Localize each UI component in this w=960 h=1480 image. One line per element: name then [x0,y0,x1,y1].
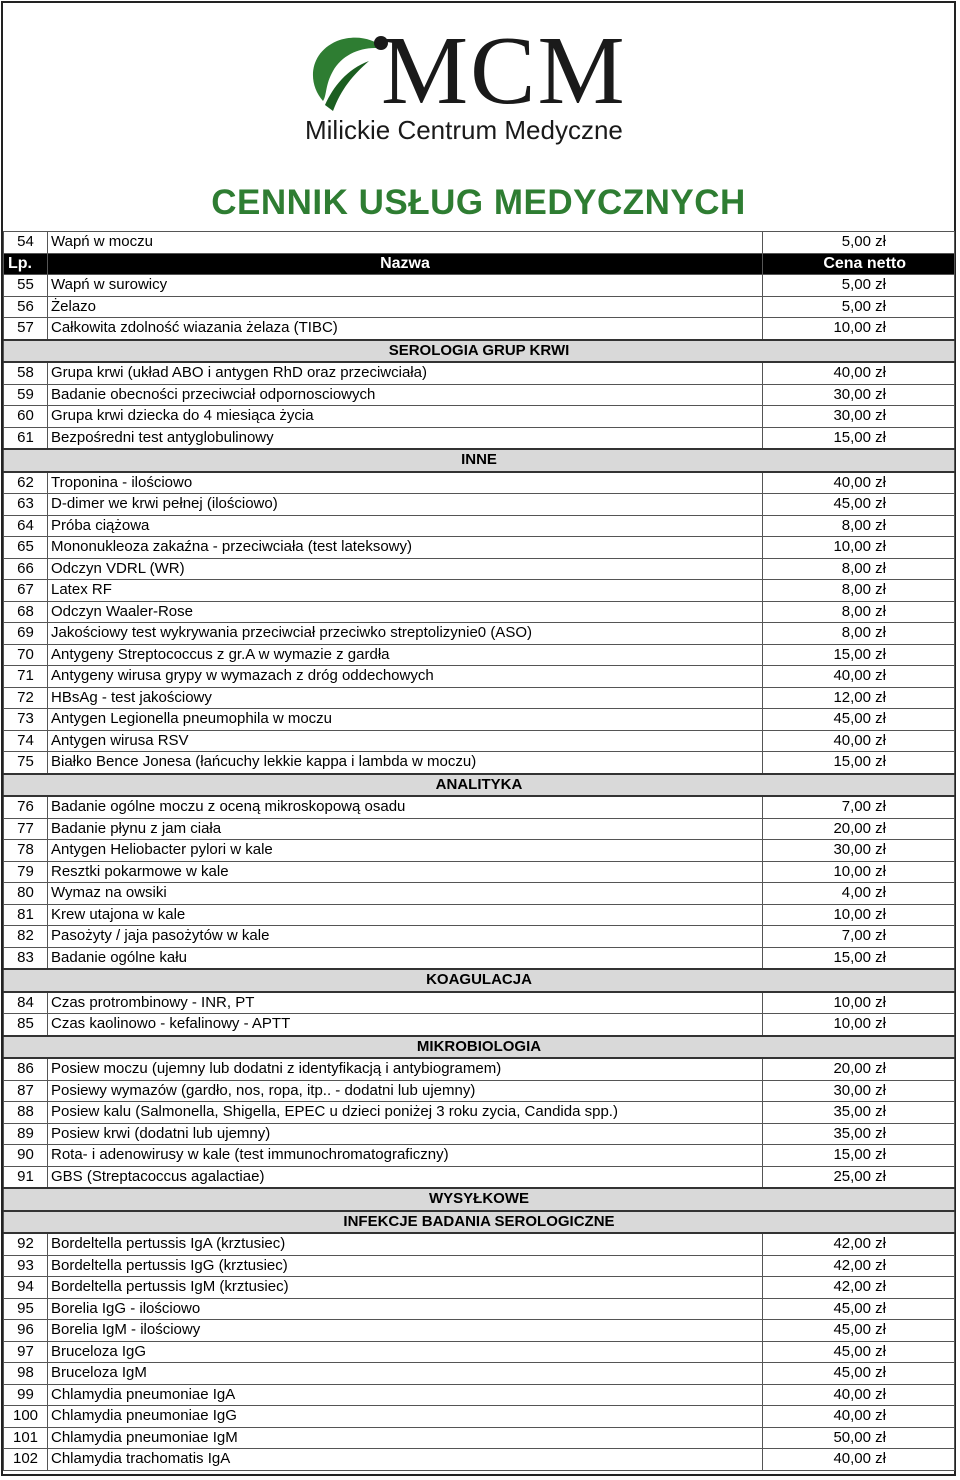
row-number: 61 [4,427,48,449]
service-price: 40,00 zł [763,472,955,494]
table-row [4,232,955,254]
service-name: Bordeltella pertussis IgG (krztusiec) [48,1255,763,1277]
row-number: 82 [4,926,48,948]
price-table-body [4,232,955,1471]
service-price: 20,00 zł [763,818,955,840]
table-row [4,730,955,752]
table-row [4,947,955,969]
service-price: 35,00 zł [763,1102,955,1124]
page-header [3,3,954,231]
service-name: GBS (Streptacoccus agalactiae) [48,1166,763,1188]
row-number: 63 [4,494,48,516]
service-name: Rota- i adenowirusy w kale (test immunochromatograficzny) [48,1145,763,1167]
service-price: 40,00 zł [763,362,955,384]
service-name: Bordeltella pertussis IgM (krztusiec) [48,1277,763,1299]
service-price: 30,00 zł [763,406,955,428]
service-price: 30,00 zł [763,840,955,862]
service-name: Krew utajona w kale [48,904,763,926]
table-row [4,861,955,883]
row-number: 59 [4,384,48,406]
service-name: Badanie obecności przeciwciał odpornosciowych [48,384,763,406]
service-name: Resztki pokarmowe w kale [48,861,763,883]
service-name: Antygen wirusa RSV [48,730,763,752]
section-row [4,969,955,992]
service-price: 8,00 zł [763,601,955,623]
service-name: Czas kaolinowo - kefalinowy - APTT [48,1014,763,1036]
section-row [4,1211,955,1234]
service-name: Wapń w surowicy [48,275,763,297]
service-name: Posiew krwi (dodatni lub ujemny) [48,1123,763,1145]
service-price: 42,00 zł [763,1277,955,1299]
row-number: 90 [4,1145,48,1167]
row-number: 100 [4,1406,48,1428]
row-number: 92 [4,1233,48,1255]
service-name: Wymaz na owsiki [48,883,763,905]
row-number: 57 [4,318,48,340]
row-number: 93 [4,1255,48,1277]
table-row [4,1014,955,1036]
table-row [4,818,955,840]
row-number: 99 [4,1384,48,1406]
table-row [4,558,955,580]
row-number: 98 [4,1363,48,1385]
table-row [4,644,955,666]
row-number: 58 [4,362,48,384]
table-row [4,1233,955,1255]
service-name: Białko Bence Jonesa (łańcuchy lekkie kappa i lambda w moczu) [48,752,763,774]
service-price: 15,00 zł [763,752,955,774]
service-name: Jakościowy test wykrywania przeciwciał przeciwko streptolizynie0 (ASO) [48,623,763,645]
row-number: 75 [4,752,48,774]
table-row [4,1363,955,1385]
service-name: D-dimer we krwi pełnej (ilościowo) [48,494,763,516]
row-number: 77 [4,818,48,840]
row-number: 85 [4,1014,48,1036]
document-title: CENNIK USŁUG MEDYCZNYCH [211,183,746,222]
row-number: 78 [4,840,48,862]
table-row [4,1255,955,1277]
service-price: 8,00 zł [763,623,955,645]
column-header-price: Cena netto [763,253,955,275]
row-number: 60 [4,406,48,428]
row-number: 74 [4,730,48,752]
service-name: Badanie ogólne kału [48,947,763,969]
service-price: 5,00 zł [763,275,955,297]
service-name: Pasożyty / jaja pasożytów w kale [48,926,763,948]
service-name: Posiew moczu (ujemny lub dodatni z identyfikacją i antybiogramem) [48,1058,763,1080]
section-title: INFEKCJE BADANIA SEROLOGICZNE [4,1211,955,1234]
table-row [4,384,955,406]
service-name: Chlamydia pneumoniae IgG [48,1406,763,1428]
table-row [4,1298,955,1320]
table-row [4,427,955,449]
table-row [4,1058,955,1080]
service-price: 15,00 zł [763,1145,955,1167]
table-row [4,601,955,623]
service-name: Całkowita zdolność wiazania żelaza (TIBC) [48,318,763,340]
service-price: 15,00 zł [763,947,955,969]
service-name: Bruceloza IgG [48,1341,763,1363]
service-price: 10,00 zł [763,861,955,883]
service-name: Antygen Heliobacter pylori w kale [48,840,763,862]
service-price: 45,00 zł [763,1363,955,1385]
table-row [4,1341,955,1363]
table-row [4,296,955,318]
service-price: 10,00 zł [763,537,955,559]
row-number: 89 [4,1123,48,1145]
service-price: 10,00 zł [763,1014,955,1036]
section-row [4,340,955,363]
row-number: 70 [4,644,48,666]
row-number: 95 [4,1298,48,1320]
service-name: Próba ciążowa [48,515,763,537]
row-number: 65 [4,537,48,559]
table-row [4,926,955,948]
service-price: 5,00 zł [763,296,955,318]
service-name: Bezpośredni test antyglobulinowy [48,427,763,449]
service-price: 45,00 zł [763,494,955,516]
service-price: 4,00 zł [763,883,955,905]
table-row [4,623,955,645]
table-row [4,1166,955,1188]
table-row [4,537,955,559]
service-price: 10,00 zł [763,318,955,340]
column-header-lp: Lp. [4,253,48,275]
service-price: 8,00 zł [763,515,955,537]
service-name: Posiewy wymazów (gardło, nos, ropa, itp.. - dodatni lub ujemny) [48,1080,763,1102]
table-row [4,1145,955,1167]
service-price: 10,00 zł [763,992,955,1014]
service-price: 42,00 zł [763,1233,955,1255]
row-number: 84 [4,992,48,1014]
service-name: Wapń w moczu [48,232,763,254]
logo-subtitle: Milickie Centrum Medyczne [305,115,623,145]
service-price: 12,00 zł [763,687,955,709]
service-name: Antygeny Streptococcus z gr.A w wymazie z gardła [48,644,763,666]
table-row [4,687,955,709]
service-price: 30,00 zł [763,384,955,406]
table-row [4,515,955,537]
section-row [4,449,955,472]
table-row [4,796,955,818]
service-price: 45,00 zł [763,1298,955,1320]
service-price: 25,00 zł [763,1166,955,1188]
table-row [4,406,955,428]
row-number: 56 [4,296,48,318]
section-title: ANALITYKA [4,774,955,797]
service-name: Antygeny wirusa grypy w wymazach z dróg oddechowych [48,666,763,688]
table-row [4,580,955,602]
row-number: 73 [4,709,48,731]
table-row [4,752,955,774]
section-title: INNE [4,449,955,472]
table-row [4,840,955,862]
service-name: Posiew kalu (Salmonella, Shigella, EPEC u dzieci poniżej 3 roku zycia, Candida spp.) [48,1102,763,1124]
row-number: 91 [4,1166,48,1188]
section-title: KOAGULACJA [4,969,955,992]
logo-letters: MCM [381,17,627,125]
table-row [4,904,955,926]
row-number: 62 [4,472,48,494]
table-row [4,1384,955,1406]
row-number: 101 [4,1427,48,1449]
row-number: 64 [4,515,48,537]
section-title: MIKROBIOLOGIA [4,1036,955,1059]
service-name: Czas protrombinowy - INR, PT [48,992,763,1014]
price-table [3,231,955,1471]
service-price: 30,00 zł [763,1080,955,1102]
service-name: Chlamydia trachomatis IgA [48,1449,763,1471]
service-name: Troponina - ilościowo [48,472,763,494]
service-price: 40,00 zł [763,1406,955,1428]
service-price: 40,00 zł [763,1449,955,1471]
row-number: 80 [4,883,48,905]
logo [303,17,683,151]
section-title: WYSYŁKOWE [4,1188,955,1211]
table-row [4,1406,955,1428]
row-number: 81 [4,904,48,926]
service-price: 8,00 zł [763,580,955,602]
table-row [4,883,955,905]
service-price: 20,00 zł [763,1058,955,1080]
table-header-row [4,253,955,275]
service-price: 15,00 zł [763,644,955,666]
column-header-name: Nazwa [48,253,763,275]
service-name: Bruceloza IgM [48,1363,763,1385]
service-price: 5,00 zł [763,232,955,254]
service-name: Badanie płynu z jam ciała [48,818,763,840]
row-number: 54 [4,232,48,254]
service-name: Borelia IgG - ilościowo [48,1298,763,1320]
row-number: 69 [4,623,48,645]
service-price: 50,00 zł [763,1427,955,1449]
service-price: 15,00 zł [763,427,955,449]
service-name: Żelazo [48,296,763,318]
row-number: 66 [4,558,48,580]
section-row [4,774,955,797]
table-row [4,362,955,384]
table-row [4,1449,955,1471]
service-price: 45,00 zł [763,709,955,731]
service-price: 42,00 zł [763,1255,955,1277]
service-name: Badanie ogólne moczu z oceną mikroskopową osadu [48,796,763,818]
row-number: 71 [4,666,48,688]
table-row [4,1427,955,1449]
service-name: Odczyn Waaler-Rose [48,601,763,623]
service-price: 35,00 zł [763,1123,955,1145]
service-name: Latex RF [48,580,763,602]
service-price: 7,00 zł [763,926,955,948]
table-row [4,494,955,516]
service-name: Antygen Legionella pneumophila w moczu [48,709,763,731]
service-price: 8,00 zł [763,558,955,580]
row-number: 102 [4,1449,48,1471]
row-number: 96 [4,1320,48,1342]
service-price: 7,00 zł [763,796,955,818]
table-row [4,275,955,297]
table-row [4,709,955,731]
row-number: 87 [4,1080,48,1102]
service-price: 45,00 zł [763,1320,955,1342]
service-name: Borelia IgM - ilościowy [48,1320,763,1342]
table-row [4,1277,955,1299]
service-name: Chlamydia pneumoniae IgA [48,1384,763,1406]
row-number: 79 [4,861,48,883]
table-row [4,992,955,1014]
service-price: 10,00 zł [763,904,955,926]
table-row [4,666,955,688]
service-name: Chlamydia pneumoniae IgM [48,1427,763,1449]
row-number: 76 [4,796,48,818]
row-number: 67 [4,580,48,602]
table-row [4,318,955,340]
row-number: 55 [4,275,48,297]
service-name: Mononukleoza zakaźna - przeciwciała (test lateksowy) [48,537,763,559]
row-number: 97 [4,1341,48,1363]
service-price: 45,00 zł [763,1341,955,1363]
section-title: SEROLOGIA GRUP KRWI [4,340,955,363]
service-name: HBsAg - test jakościowy [48,687,763,709]
row-number: 94 [4,1277,48,1299]
row-number: 86 [4,1058,48,1080]
table-row [4,1080,955,1102]
service-price: 40,00 zł [763,730,955,752]
row-number: 88 [4,1102,48,1124]
service-price: 40,00 zł [763,666,955,688]
service-name: Grupa krwi dziecka do 4 miesiąca życia [48,406,763,428]
service-name: Bordeltella pertussis IgA (krztusiec) [48,1233,763,1255]
section-row [4,1036,955,1059]
service-price: 40,00 zł [763,1384,955,1406]
row-number: 72 [4,687,48,709]
row-number: 83 [4,947,48,969]
table-row [4,1123,955,1145]
service-name: Grupa krwi (układ ABO i antygen RhD oraz przeciwciała) [48,362,763,384]
table-row [4,1320,955,1342]
section-row [4,1188,955,1211]
service-name: Odczyn VDRL (WR) [48,558,763,580]
row-number: 68 [4,601,48,623]
table-row [4,1102,955,1124]
table-row [4,472,955,494]
